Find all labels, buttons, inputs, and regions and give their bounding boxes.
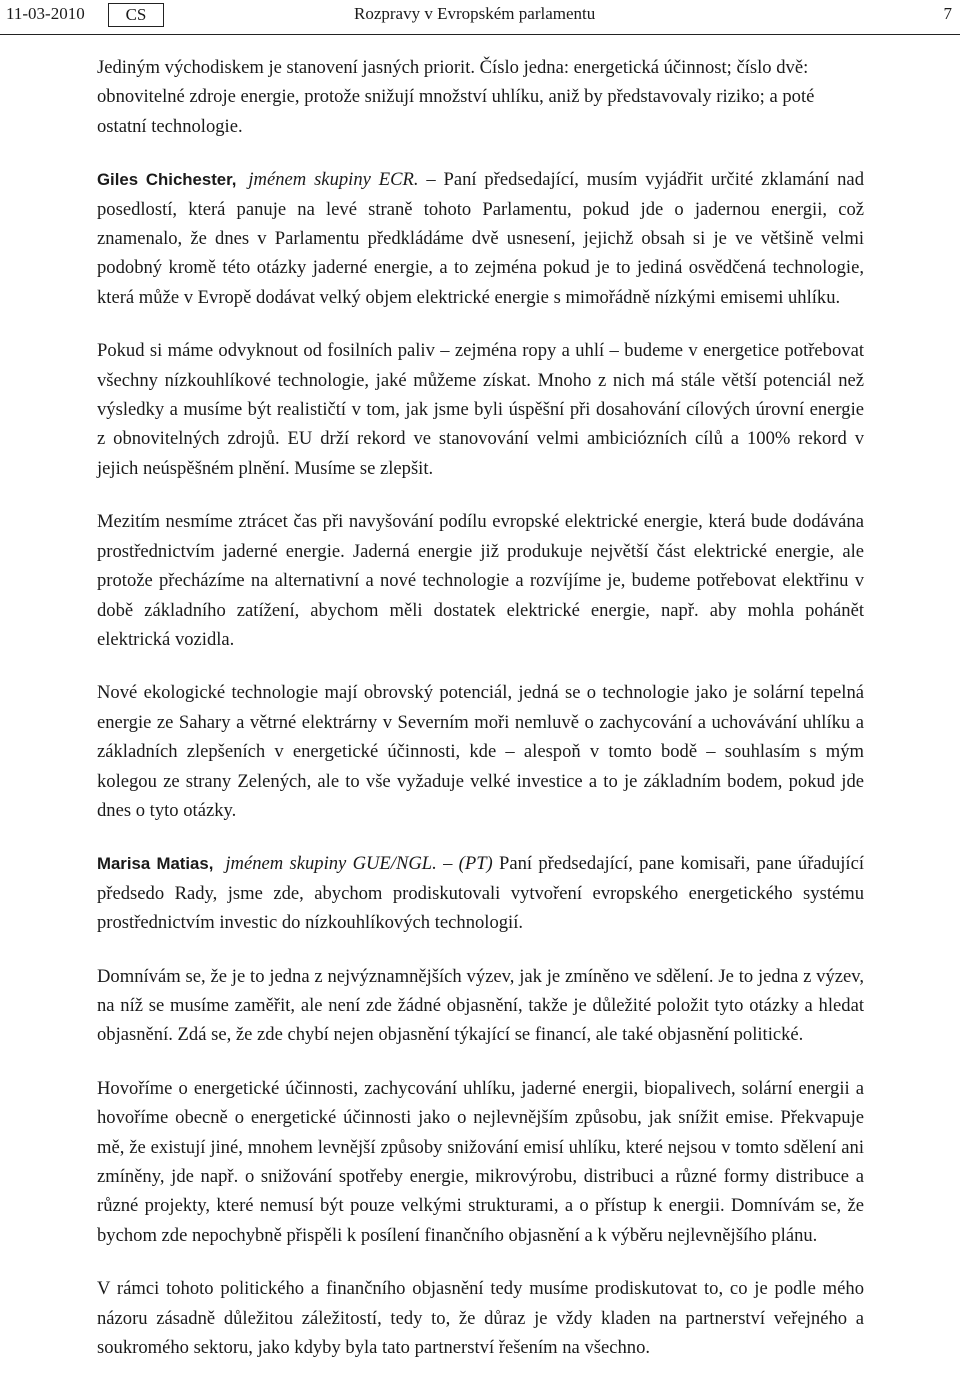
speech-text: Paní předsedající, pane komisaři, pane úřadující předsedo Rady, jsme zde, abychom prodiskutovali vytvoření evropského energetického systému prostřednictvím investic do nízkouhlíkových technologií. bbox=[97, 853, 865, 934]
speaker-group: jménem skupiny ECR. bbox=[248, 169, 419, 191]
paragraph-priorities: Jediným východiskem je stanovení jasných priorit. Číslo jedna: energetická účinnost; číslo dvě: obnovitelné zdroje energie, protože snižují množství uhlíku, aniž by představovaly riziko; a poté ostatní technologie. bbox=[97, 57, 815, 137]
paragraph-nuclear-share: Mezitím nesmíme ztrácet čas při navyšování podílu evropské elektrické energie, která bude dodávána prostřednictvím jaderné energie. Jaderná energie již produkuje největší část elektrické energie, ale protože přecházíme na alternativní a nové technologie a rozvíjíme je, budeme potřebovat elektřinu v době základního zatížení, abychom měli dostatek elektrické energie, např. aby mohla pohánět elektrická vozidla. bbox=[97, 511, 864, 650]
paragraph-partnerships: V rámci tohoto politického a finančního objasnění tedy musíme prodiskutovat to, co je podle mého názoru zásadně důležitou záležitostí, tedy to, že důraz je vždy kladen na partnerství veřejného a soukromého sektoru, jako kdyby byla tato partnerství řešením na všechno. bbox=[97, 1278, 864, 1359]
paragraph-fossil-fuels: Pokud si máme odvyknout od fosilních paliv – zejména ropy a uhlí – budeme v energetice potřebovat všechny nízkouhlíkové technologie, jaké můžeme získat. Mnoho z nich má stále větší potenciál než výsledky a musíme být realističtí v tom, jak jsme byli úspěšní při dosahování cílových úrovní energie z obnovitelných zdrojů. EU drží rekord ve stanovování velmi ambiciózních cílů a 100% rekord v jejich neúspěšném plnění. Musíme se zlepšit. bbox=[97, 340, 864, 479]
speech-matias bbox=[97, 849, 864, 937]
header-date: 11-03-2010 bbox=[6, 4, 85, 23]
speaker-name: Marisa Matias, bbox=[97, 854, 214, 874]
document-title: Rozpravy v Evropském parlamentu bbox=[354, 4, 596, 23]
paragraph-challenges: Domnívám se, že je to jedna z nejvýznamnějších výzev, jak je zmíněno ve sdělení. Je to jedna z výzev, na níž se musíme zaměřit, ale není zde žádné objasnění, takže je důležité položit tyto otázky a hledat objasnění. Zdá se, že zde chybí nejen objasnění týkající se financí, ale také objasnění politické. bbox=[97, 965, 864, 1046]
original-language-tag: (PT) bbox=[458, 853, 493, 875]
language-badge: CS bbox=[108, 3, 164, 27]
paragraph-green-tech: Nové ekologické technologie mají obrovský potenciál, jedná se o technologie jako je solární tepelná energie ze Sahary a větrné elektrárny v Severním moři nemluvě o zachycování a uchovávání uhlíku a základních zlepšeních v energetické účinnosti, kde – alespoň v tomto bodě – souhlasím s mým kolegou ze strany Zelených, ale to vše vyžaduje velké investice a to je základním bodem, pokud jde dnes o tyto otázky. bbox=[97, 682, 864, 821]
speech-text: – Paní předsedající, musím vyjádřit určité zklamání nad posedlostí, která panuje na levé straně tohoto Parlamentu, pokud jde o jadernou energii, což znamenalo, že dnes v Parlamentu předkládáme dvě usnesení, jejichž obsah si je ve většině velmi podobný kromě této otázky jaderné energie, a to zejména pokud je to jediná osvědčená technologie, která může v Evropě dodávat velký objem elektrické energie s mimořádně nízkými emisemi uhlíku. bbox=[97, 169, 864, 308]
dash: – bbox=[436, 853, 459, 875]
speaker-group: jménem skupiny GUE/NGL. bbox=[225, 853, 437, 875]
page-header bbox=[0, 0, 960, 35]
speech-chichester bbox=[97, 165, 864, 312]
page-number: 7 bbox=[943, 4, 952, 23]
speaker-name: Giles Chichester, bbox=[97, 170, 237, 190]
document-body bbox=[97, 53, 864, 1386]
paragraph-energy-efficiency: Hovoříme o energetické účinnosti, zachycování uhlíku, jaderné energii, biopalivech, solární energii a hovoříme obecně o energetické účinnosti jako o nejlevnějším způsobu, jak snížit emise. Překvapuje mě, že existují jiné, mnohem levnější způsoby snižování emisí uhlíku, které nejsou v tomto sdělení ani zmíněny, jde např. o snižování spotřeby energie, mikrovýrobu, distribuci a různé formy distribuce a různé projekty, které nemusí být pouze velkými strukturami, a o přístup k energii. Domnívám se, že bychom zde nepochybně přispěli k posílení finančního objasnění a k výběru nejlevnějšího plánu. bbox=[97, 1077, 864, 1246]
